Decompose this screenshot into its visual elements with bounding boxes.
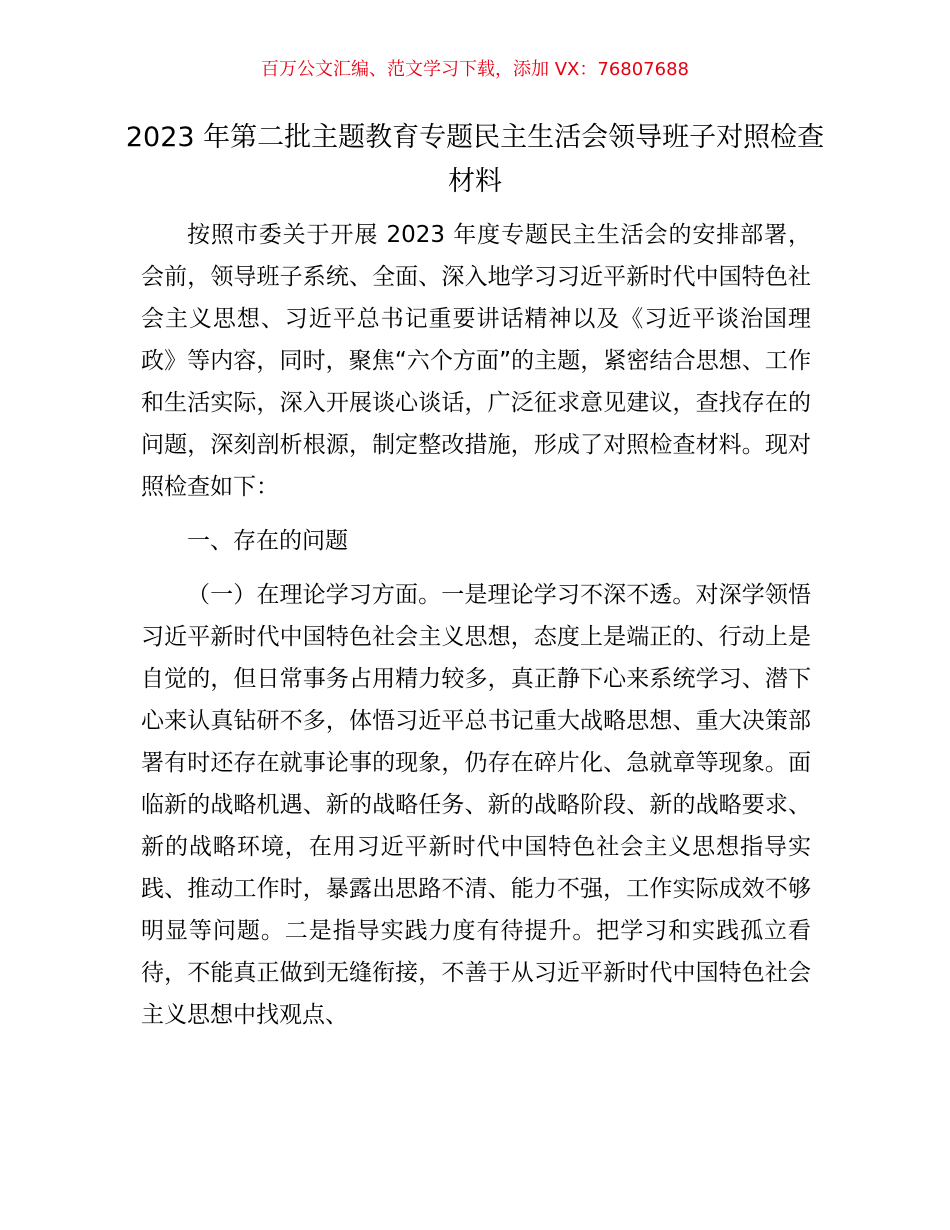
intro-paragraph: 按照市委关于开展 2023 年度专题民主生活会的安排部署，会前，领导班子系统、全面、深入地学习习近平新时代中国特色社会主义思想、习近平总书记重要讲话精神以及《习近平谈治国理政》等内容，同时，聚焦“六个方面”的主题，紧密结合思想、工作和生活实际，深入开展谈心谈话，广泛征求意见建议，查找存在的问题，深刻剖析根源，制定整改措施，形成了对照检查材料。现对照检查如下： <box>141 222 811 500</box>
header-watermark-note: 百万公文汇编、范文学习下载，添加 VX：76807688 <box>261 59 689 80</box>
document-title: 2023 年第二批主题教育专题民主生活会领导班子对照检查材料 <box>125 122 825 197</box>
section-paragraph: （一）在理论学习方面。一是理论学习不深不透。对深学领悟习近平新时代中国特色社会主义思想，态度上是端正的、行动上是自觉的，但日常事务占用精力较多，真正静下心来系统学习、潜下心来认真钻研不多，体悟习近平总书记重大战略思想、重大决策部署有时还存在就事论事的现象，仍存在碎片化、急就章等现象。面临新的战略机遇、新的战略任务、新的战略阶段、新的战略要求、新的战略环境，在用习近平新时代中国特色社会主义思想指导实践、推动工作时，暴露出思路不清、能力不强，工作实际成效不够明显等问题。二是指导实践力度有待提升。把学习和实践孤立看待，不能真正做到无缝衔接，不善于从习近平新时代中国特色社会主义思想中找观点、 <box>141 582 811 1028</box>
section-heading: 一、存在的问题 <box>187 528 348 554</box>
document-body <box>141 214 811 1036</box>
